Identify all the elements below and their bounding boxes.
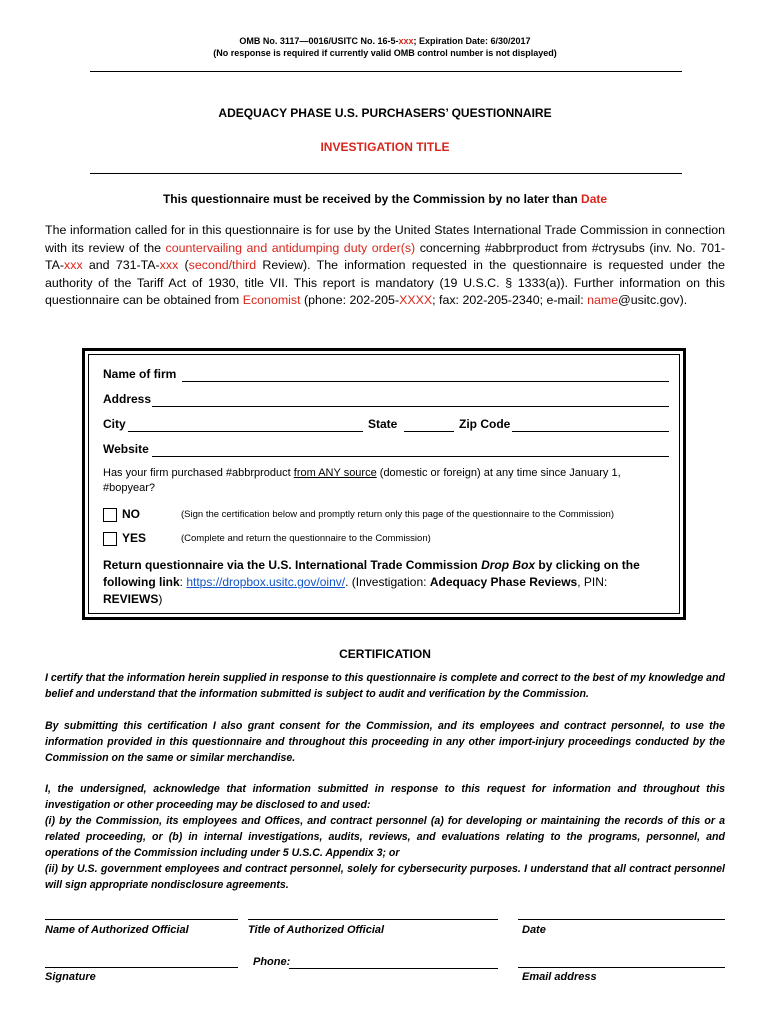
date-label: Date (522, 924, 546, 936)
email-field[interactable] (518, 967, 725, 968)
purchase-question: Has your firm purchased #abbrproduct from ANY source (domestic or foreign) at any time since January 1, #bopyear? (103, 467, 621, 494)
city-label: City (103, 417, 126, 431)
address-label: Address (103, 392, 152, 406)
header-divider (90, 71, 682, 72)
return-instructions: Return questionnaire via the U.S. International Trade Commission Drop Box by clicking on the following link: https://dropbox.usitc.gov/oinv/. (Investigation: Adequacy Phase Reviews, PIN: REVIEWS) (103, 558, 640, 606)
omb-number: OMB No. 3117—0016/USITC No. 16-5- (239, 36, 399, 46)
no-label: NO (122, 507, 140, 521)
title-divider (90, 173, 682, 174)
certification-paragraph-3: I, the undersigned, acknowledge that information submitted in response to this request for information and throughout this investigation or other proceeding may be disclosed to and used: (i) by the Commission, its employees and Offices, and contract personnel (a) for developing or maintaining the records of this or a related proceeding, or (b) in internal investigations, audits, reviews, and evaluations relating to the programs, personnel, and operations of the Commission including under 5 U.S.C. Appendix 3; or (ii) by U.S. government employees and contract personnel, solely for cybersecurity purposes. I understand that all contract personnel will sign appropriate nondisclosure agreements. (45, 783, 725, 891)
yes-label: YES (122, 531, 147, 545)
page-title: ADEQUACY PHASE U.S. PURCHASERS’ QUESTIONNAIRE (218, 106, 552, 120)
signature-field[interactable] (45, 967, 238, 968)
yes-note: (Complete and return the questionnaire to the Commission) (181, 533, 431, 544)
deadline-notice: This questionnaire must be received by the Commission by no later than Date (162, 192, 608, 206)
omb-expiration: ; Expiration Date: 6/30/2017 (413, 36, 531, 46)
website-label: Website (103, 442, 149, 456)
state-field[interactable] (404, 431, 454, 432)
no-checkbox[interactable] (103, 508, 117, 522)
address-field[interactable] (152, 406, 669, 407)
investigation-title: INVESTIGATION TITLE (320, 140, 450, 154)
email-label: Email address (522, 971, 597, 983)
dropbox-link[interactable]: https://dropbox.usitc.gov/oinv/ (186, 575, 346, 589)
no-note: (Sign the certification below and promptly return only this page of the questionnaire to the Commission) (181, 509, 615, 520)
intro-paragraph: The information called for in this questionnaire is for use by the United States International Trade Commission in connection with its review of the countervailing and antidumping duty order(s) concerning #abbrproduct from #ctrysubs (inv. No. 701-TA-xxx and 731-TA-xxx (second/third Review). The information requested in the questionnaire is requested under the authority of the Tariff Act of 1930, title VII. This report is mandatory (19 U.S.C. § 1333(a)). Further information on this questionnaire can be obtained from Economist (phone: 202-205-XXXX; fax: 202-205-2340; e-mail: name@usitc.gov). (45, 223, 725, 307)
official-title-field[interactable] (248, 919, 498, 920)
city-field[interactable] (128, 431, 363, 432)
signature-label: Signature (45, 971, 96, 983)
phone-label: Phone: (253, 956, 291, 968)
deadline-date: Date (581, 192, 608, 206)
official-name-label: Name of Authorized Official (45, 924, 189, 936)
zip-code-label: Zip Code (459, 417, 511, 431)
omb-header (0, 35, 770, 59)
omb-placeholder: xxx (398, 36, 414, 46)
official-title-label: Title of Authorized Official (248, 924, 385, 936)
official-name-field[interactable] (45, 919, 238, 920)
certification-heading: CERTIFICATION (339, 647, 431, 661)
yes-checkbox[interactable] (103, 532, 117, 546)
firm-name-field[interactable] (182, 381, 669, 382)
phone-field[interactable] (289, 968, 498, 969)
certification-paragraph-1: I certify that the information herein supplied in response to this questionnaire is complete and correct to the best of my knowledge and belief and understand that the information submitted is subject to audit and verification by the Commission. (45, 672, 725, 700)
zip-code-field[interactable] (512, 431, 669, 432)
state-label: State (368, 417, 398, 431)
date-field[interactable] (518, 919, 725, 920)
certification-paragraph-2: By submitting this certification I also grant consent for the Commission, and its employees and contract personnel, to use the information provided in this questionnaire and throughout this proceeding in any other import-injury proceedings conducted by the Commission on the same or similar merchandise. (45, 720, 725, 764)
omb-note: (No response is required if currently valid OMB control number is not displayed) (213, 48, 557, 58)
firm-name-label: Name of firm (103, 367, 177, 381)
website-field[interactable] (152, 456, 669, 457)
